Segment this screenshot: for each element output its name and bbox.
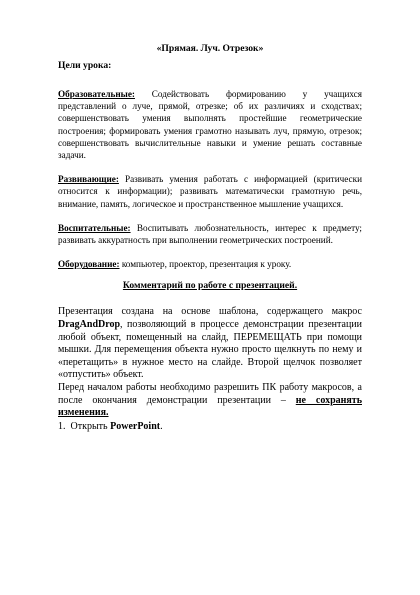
upbringing-goals-text: Воспитывать любознательность, интерес к предмету; развивать аккуратность при выполнении геометрических построений. — [58, 222, 362, 246]
developmental-goals-text: Развивать умения работать с информацией (критически относится к информации); развивать математически грамотную речь, внимание, память, логическое и пространственное мышление учащихся. — [58, 174, 362, 209]
step-text-a: Открыть — [70, 420, 111, 432]
step-number: 1. — [58, 420, 66, 432]
macro-warning-paragraph — [58, 382, 362, 420]
developmental-goals-label: Развивающие: — [58, 174, 119, 185]
upbringing-goals-label: Воспитательные: — [58, 222, 131, 233]
equipment-label: Оборудование: — [58, 259, 120, 270]
developmental-goals — [58, 173, 362, 210]
macro-warning-text: Перед началом работы необходимо разрешить ПК работу макросов, а после окончания демонстрации презентации – — [58, 382, 362, 406]
presentation-paragraph — [58, 306, 362, 382]
step-item — [58, 420, 362, 433]
step-text-c: . — [160, 420, 163, 432]
educational-goals-text: Содействовать формированию у учащихся представлений о луче, прямой, отрезке; об их различиях и сходствах; совершенствовать умения выполнять простейшие геометрические построения; формировать умения грамотно называть луч, прямую, отрезок; совершенствовать вычислительные навыки и умение решать составные задачи. — [58, 89, 362, 161]
comment-heading: Комментарий по работе с презентацией. — [122, 280, 298, 292]
step-app-name: PowerPoint — [110, 420, 161, 432]
no-save-warning: не сохранять изменения. — [58, 394, 362, 419]
document-title: «Прямая. Луч. Отрезок» — [156, 43, 264, 54]
presentation-text-a: Презентация создана на основе шаблона, содержащего макрос — [58, 306, 362, 318]
equipment-text: компьютер, проектор, презентация к уроку. — [119, 259, 292, 270]
presentation-text-b: , позволяющий в процессе демонстрации презентации любой объект, помещенный на слайд, ПЕРЕМЕЩАТЬ при помощи мышки. Для перемещения объекта нужно просто щелкнуть по нему и «перетащить» в нужное место на слайде. Второй щелчок позволяет «отпустить» объект. — [58, 319, 362, 381]
macro-name: DragAndDrop — [58, 319, 121, 331]
educational-goals-label: Образовательные: — [58, 89, 135, 99]
goals-heading: Цели урока: — [58, 60, 112, 71]
equipment-line — [58, 258, 362, 270]
educational-goals — [58, 88, 362, 161]
upbringing-goals — [58, 222, 362, 246]
